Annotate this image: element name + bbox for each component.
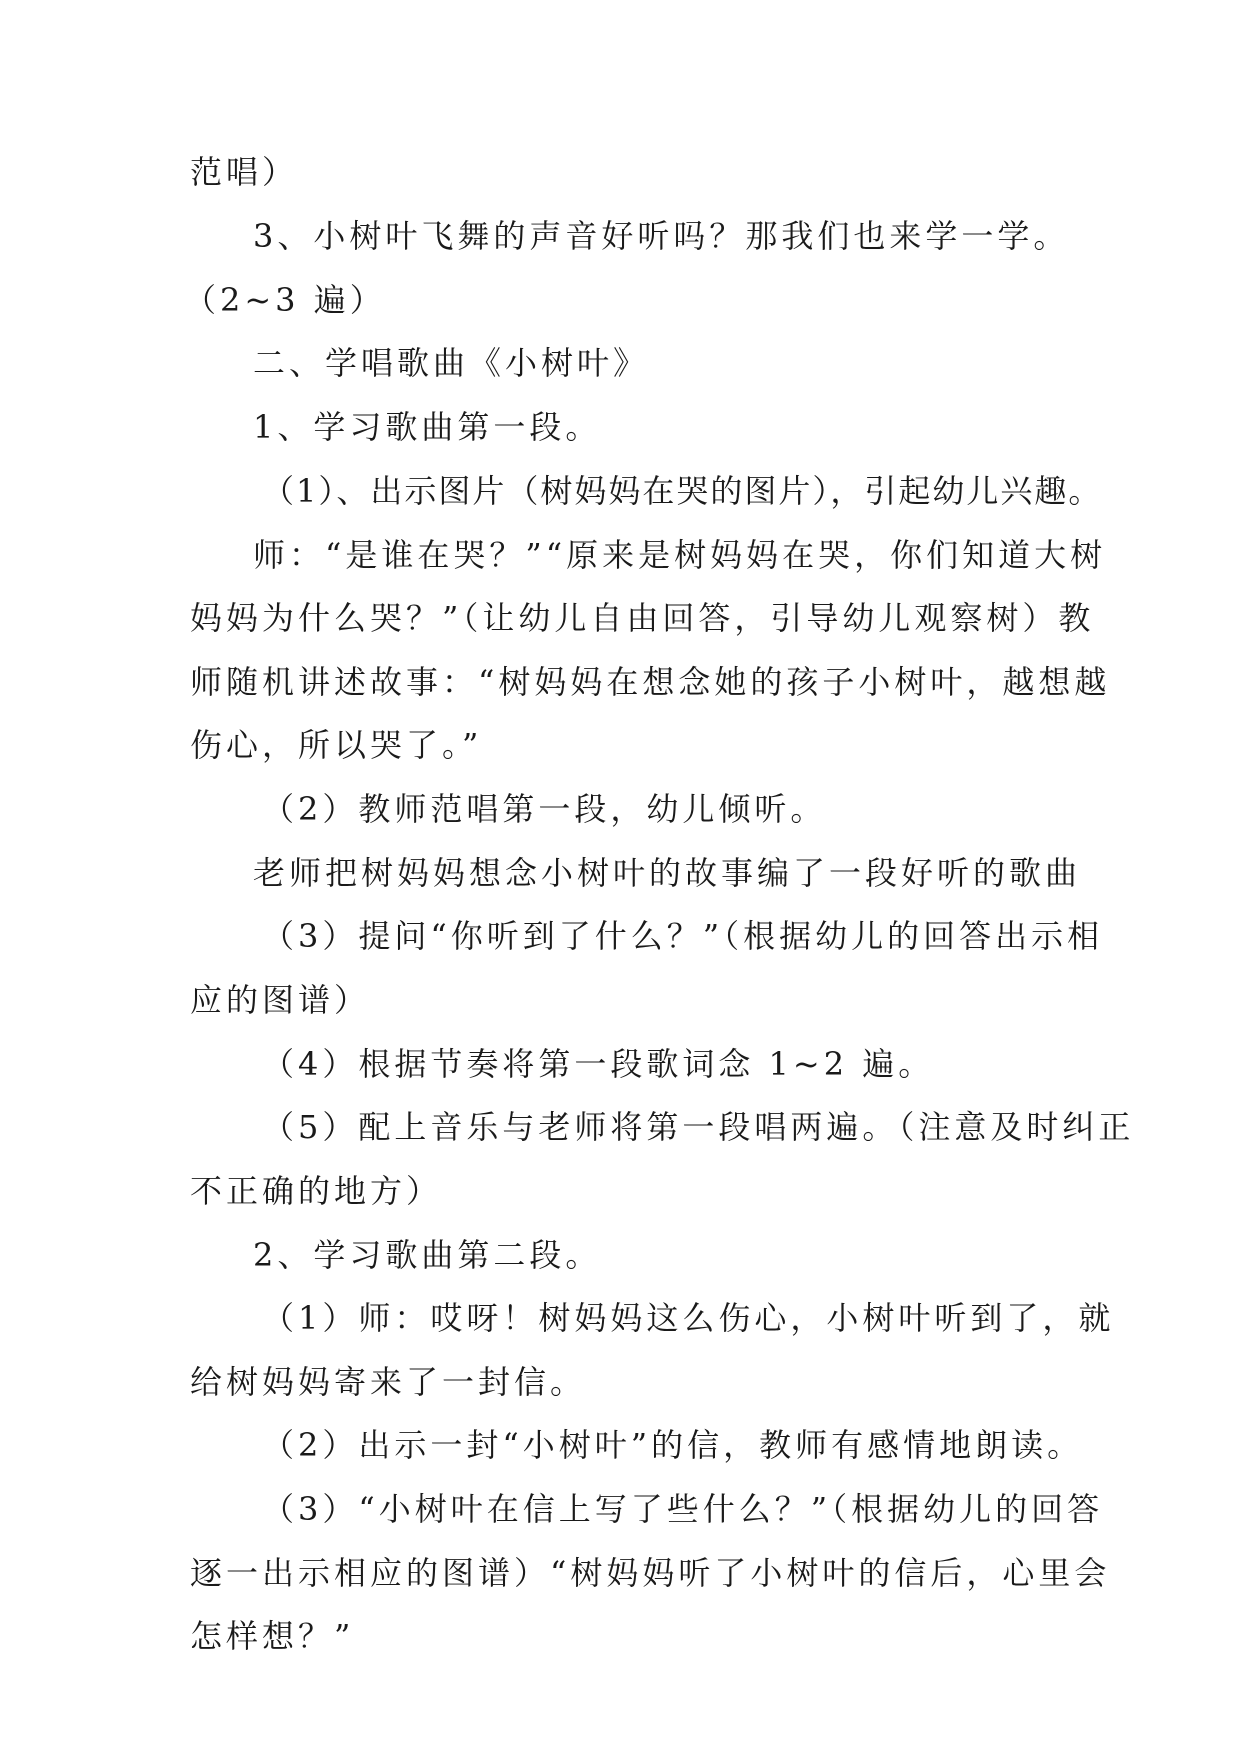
text-line: 2、学习歌曲第二段。 bbox=[253, 1236, 602, 1274]
text-line: 师随机讲述故事：“树妈妈在想念她的孩子小树叶，越想越 bbox=[190, 663, 1111, 701]
text-line: （5）配上音乐与老师将第一段唱两遍。（注意及时纠正 bbox=[262, 1108, 1135, 1146]
text-line: （4）根据节奏将第一段歌词念 1~2 遍。 bbox=[262, 1045, 935, 1083]
text-line: （2）出示一封“小树叶”的信，教师有感情地朗读。 bbox=[262, 1426, 1084, 1464]
text-line: 二、学唱歌曲《小树叶》 bbox=[253, 344, 650, 382]
text-line: 师：“是谁在哭？”“原来是树妈妈在哭，你们知道大树 bbox=[253, 536, 1107, 574]
text-line: （2）教师范唱第一段，幼儿倾听。 bbox=[262, 790, 827, 828]
text-line: 伤心，所以哭了。” bbox=[190, 726, 483, 764]
text-line: 应的图谱） bbox=[190, 981, 371, 1019]
text-line: 给树妈妈寄来了一封信。 bbox=[190, 1363, 587, 1401]
text-line: （1）师：哎呀！树妈妈这么伤心，小树叶听到了，就 bbox=[262, 1299, 1115, 1337]
text-line: （3）“小树叶在信上写了些什么？”（根据幼儿的回答 bbox=[262, 1490, 1104, 1528]
text-line: 妈妈为什么哭？”（让幼儿自由回答，引导幼儿观察树）教 bbox=[190, 599, 1095, 637]
text-line: 老师把树妈妈想念小树叶的故事编了一段好听的歌曲 bbox=[253, 854, 1082, 892]
text-line: （1）、出示图片（树妈妈在哭的图片），引起幼儿兴趣。 bbox=[262, 472, 1103, 510]
text-line: 不正确的地方） bbox=[190, 1172, 443, 1210]
text-line: 3、小树叶飞舞的声音好听吗？那我们也来学一学。 bbox=[253, 217, 1070, 255]
text-line: 1、学习歌曲第一段。 bbox=[253, 408, 602, 446]
text-line: 怎样想？” bbox=[190, 1617, 355, 1655]
text-line: （2~3 遍） bbox=[184, 281, 386, 319]
text-line: 逐一出示相应的图谱）“树妈妈听了小树叶的信后，心里会 bbox=[190, 1554, 1111, 1592]
text-line: 范唱） bbox=[190, 153, 299, 191]
text-line: （3）提问“你听到了什么？”（根据幼儿的回答出示相 bbox=[262, 917, 1104, 955]
